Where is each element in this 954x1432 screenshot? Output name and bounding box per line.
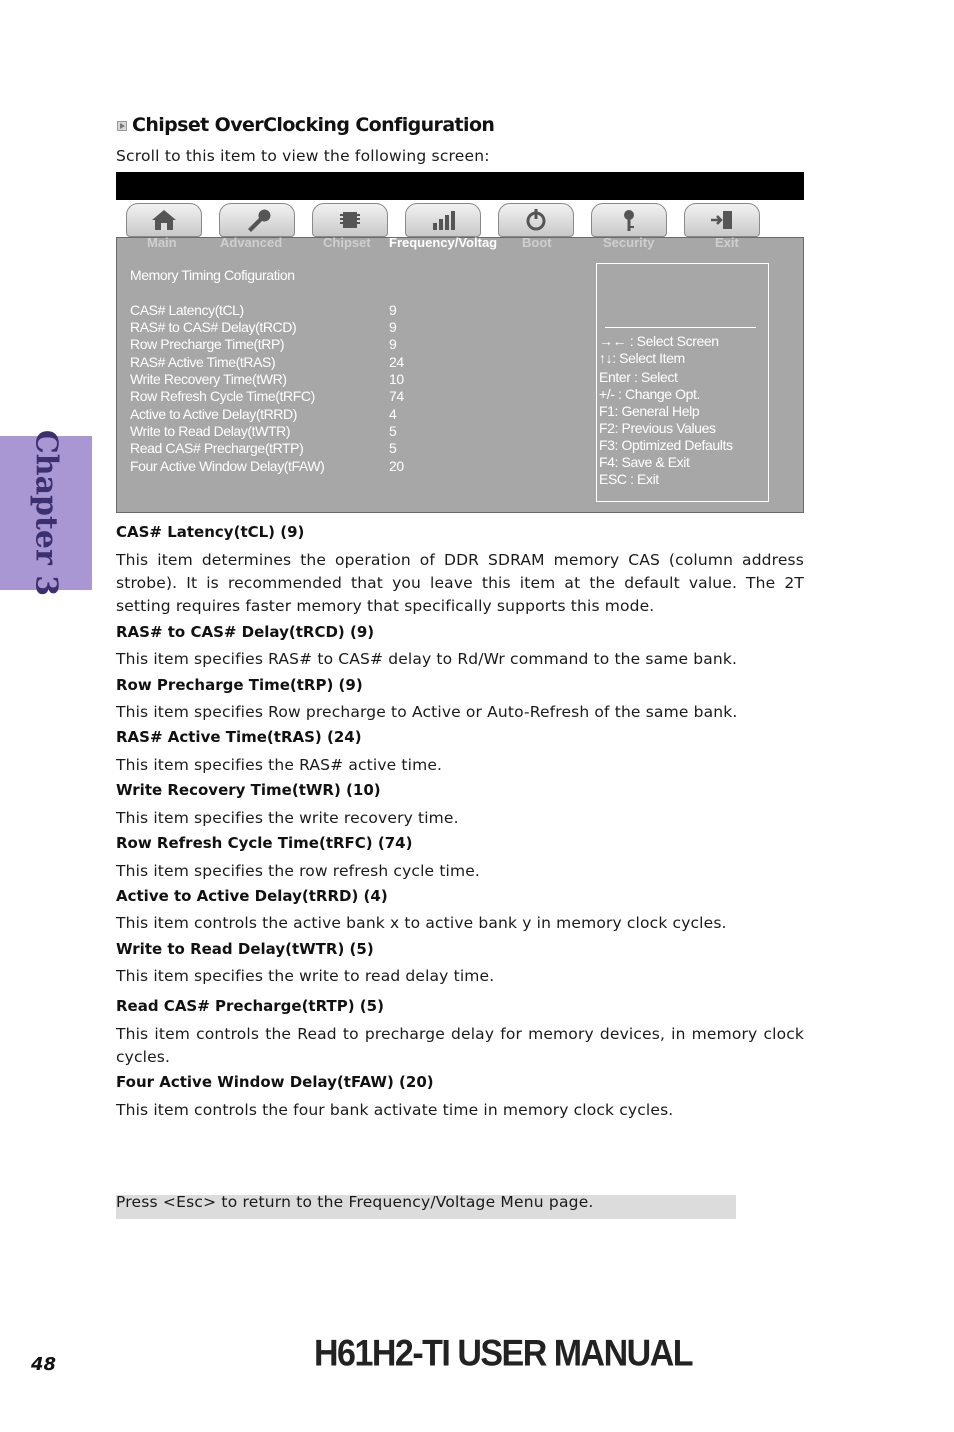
chip-icon [335, 207, 365, 233]
setting-label[interactable]: Row Refresh Cycle Time(tRFC) [130, 388, 315, 404]
tab-label-security: Security [603, 235, 655, 250]
desc-text: This item specifies the write to read delay time. [116, 967, 495, 985]
desc-title: Row Precharge Time(tRP) (9) [116, 676, 363, 694]
tab-label-advanced: Advanced [220, 235, 283, 250]
help-line-esc: ESC : Exit [599, 471, 659, 487]
setting-label[interactable]: RAS# Active Time(tRAS) [130, 354, 276, 370]
home-icon [149, 207, 179, 233]
desc-text: This item specifies the write recovery time. [116, 809, 459, 827]
setting-value[interactable]: 9 [389, 319, 397, 335]
tab-advanced[interactable] [219, 203, 295, 237]
setting-label[interactable]: Four Active Window Delay(tFAW) [130, 458, 325, 474]
tab-main[interactable] [126, 203, 202, 237]
desc-title: Four Active Window Delay(tFAW) (20) [116, 1073, 434, 1091]
setting-label[interactable]: Write Recovery Time(tWR) [130, 371, 287, 387]
tab-frequency-voltage[interactable] [405, 203, 481, 237]
tab-label-chipset: Chipset [323, 235, 371, 250]
help-line-select-item: ↑↓: Select Item [599, 350, 685, 366]
page-number: 48 [31, 1354, 57, 1375]
bios-title-bar [116, 172, 804, 200]
setting-value[interactable]: 24 [389, 354, 404, 370]
setting-value[interactable]: 9 [389, 302, 397, 318]
tab-label-boot: Boot [522, 235, 552, 250]
key-icon [614, 207, 644, 233]
setting-value[interactable]: 10 [389, 371, 404, 387]
help-line-f4: F4: Save & Exit [599, 454, 690, 470]
desc-text: This item controls the four bank activate time in memory clock cycles. [116, 1101, 674, 1119]
tab-exit[interactable] [684, 203, 760, 237]
help-line-f3: F3: Optimized Defaults [599, 437, 733, 453]
setting-label[interactable]: Active to Active Delay(tRRD) [130, 406, 297, 422]
help-line-f2: F2: Previous Values [599, 420, 716, 436]
desc-text: This item specifies the row refresh cycle time. [116, 862, 481, 880]
desc-text: This item controls the Read to precharge delay for memory devices, in memory clock cycles. [116, 1025, 804, 1066]
manual-title: H61H2-TI USER MANUAL [314, 1333, 693, 1375]
setting-value[interactable]: 74 [389, 388, 404, 404]
help-line-f1: F1: General Help [599, 403, 700, 419]
desc-text: This item specifies the RAS# active time. [116, 756, 443, 774]
setting-value[interactable]: 9 [389, 336, 397, 352]
chart-icon [428, 207, 458, 233]
esc-note: Press <Esc> to return to the Frequency/Voltage Menu page. [116, 1193, 594, 1211]
help-panel [596, 263, 769, 502]
help-divider [605, 327, 756, 328]
setting-label[interactable]: Read CAS# Precharge(tRTP) [130, 440, 304, 456]
tab-security[interactable] [591, 203, 667, 237]
desc-text: This item determines the operation of DDR SDRAM memory CAS (column address strobe). It is recommended that you leave this item at the default value. The 2T setting requires faster memory that specifically supports this mode. [116, 551, 804, 615]
wrench-icon [242, 207, 272, 233]
exit-icon [707, 207, 737, 233]
setting-label[interactable]: Row Precharge Time(tRP) [130, 336, 285, 352]
tab-label-main: Main [147, 235, 177, 250]
desc-text: This item controls the active bank x to active bank y in memory clock cycles. [116, 914, 727, 932]
setting-value[interactable]: 4 [389, 406, 397, 422]
desc-text: This item specifies RAS# to CAS# delay to Rd/Wr command to the same bank. [116, 650, 738, 668]
chapter-label: Chapter 3 [28, 429, 64, 597]
desc-text: This item specifies Row precharge to Active or Auto-Refresh of the same bank. [116, 703, 738, 721]
bios-heading: Memory Timing Cofiguration [130, 267, 295, 283]
setting-value[interactable]: 20 [389, 458, 404, 474]
desc-title: RAS# Active Time(tRAS) (24) [116, 728, 362, 746]
desc-title: Read CAS# Precharge(tRTP) (5) [116, 997, 384, 1015]
setting-label[interactable]: Write to Read Delay(tWTR) [130, 423, 291, 439]
tab-boot[interactable] [498, 203, 574, 237]
desc-title: CAS# Latency(tCL) (9) [116, 523, 305, 541]
power-icon [521, 207, 551, 233]
desc-title: RAS# to CAS# Delay(tRCD) (9) [116, 623, 375, 641]
desc-title: Write Recovery Time(tWR) (10) [116, 781, 381, 799]
bios-screen [116, 172, 804, 512]
chapter-tab [0, 429, 92, 597]
help-line-select-screen: →← : Select Screen [599, 333, 719, 349]
setting-label[interactable]: CAS# Latency(tCL) [130, 302, 244, 318]
tab-label-frequency-voltage: Frequency/Voltag [389, 235, 498, 250]
desc-title: Write to Read Delay(tWTR) (5) [116, 940, 374, 958]
section-title: Chipset OverClocking Configuration [132, 114, 495, 136]
setting-value[interactable]: 5 [389, 423, 397, 439]
tab-chipset[interactable] [312, 203, 388, 237]
tab-label-exit: Exit [715, 235, 739, 250]
help-line-change-opt: +/- : Change Opt. [599, 386, 700, 402]
desc-title: Active to Active Delay(tRRD) (4) [116, 887, 388, 905]
setting-value[interactable]: 5 [389, 440, 397, 456]
help-line-enter: Enter : Select [599, 369, 678, 385]
desc-title: Row Refresh Cycle Time(tRFC) (74) [116, 834, 413, 852]
setting-label[interactable]: RAS# to CAS# Delay(tRCD) [130, 319, 297, 335]
section-bullet-icon [117, 121, 127, 131]
intro-text: Scroll to this item to view the following screen: [116, 147, 490, 165]
